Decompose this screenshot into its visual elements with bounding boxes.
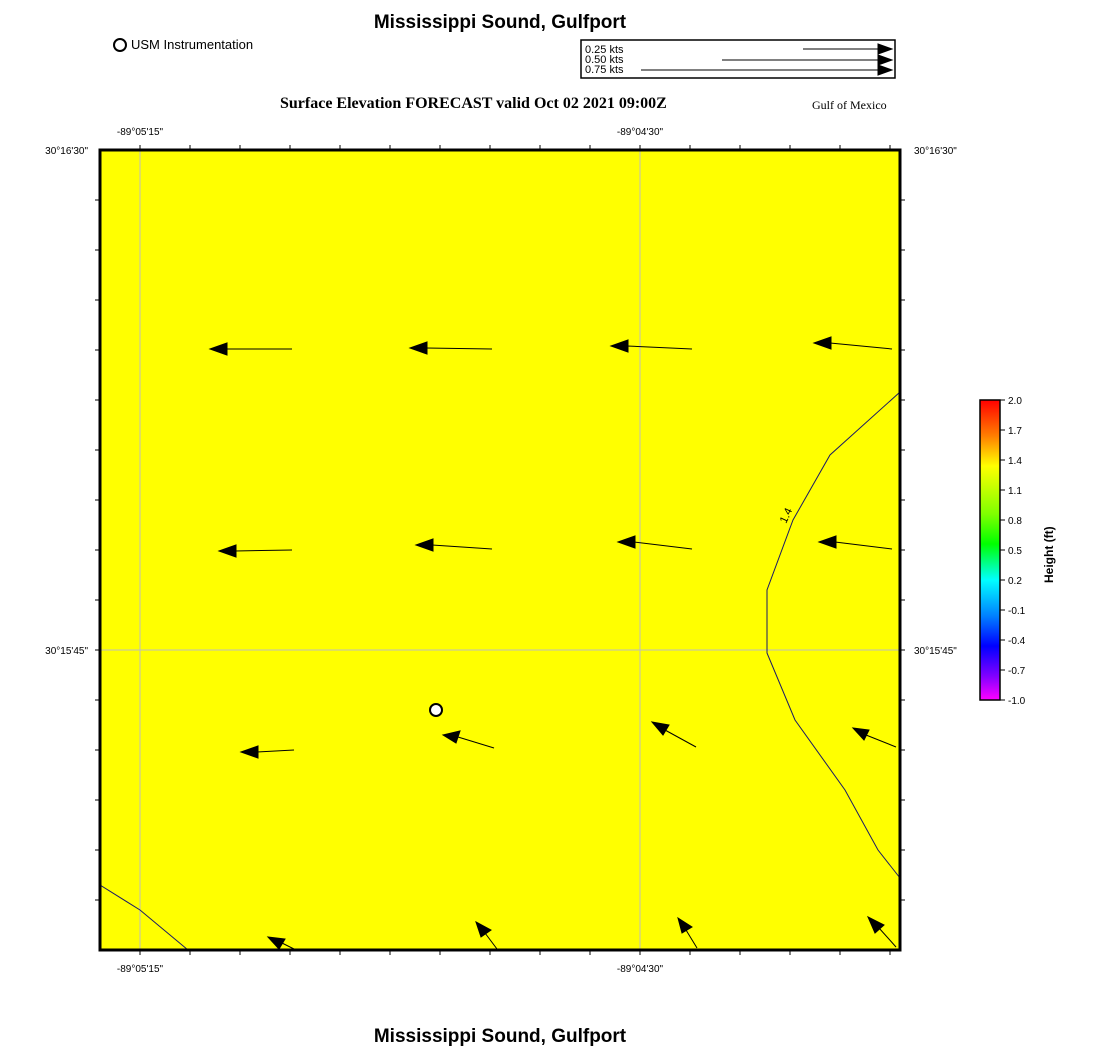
colorbar-gradient (980, 400, 1000, 700)
colorbar (975, 395, 1045, 707)
station-marker-icon (430, 704, 442, 716)
colorbar-tick-11: -1.0 (1008, 696, 1026, 707)
colorbar-tick-3: 1.4 (1008, 456, 1022, 467)
region-label: Gulf of Mexico (812, 98, 887, 112)
lat-label-left-1: 30°16'30" (45, 146, 88, 157)
vector-scale-label-1: 0.25 kts (585, 44, 624, 56)
colorbar-tick-6: 0.5 (1008, 546, 1022, 557)
colorbar-tick-10: -0.7 (1008, 666, 1026, 677)
colorbar-title: Height (ft) (1042, 526, 1056, 583)
colorbar-tick-1: 2.0 (1008, 396, 1022, 407)
lon-label-top-2: -89°04'30" (616, 127, 664, 138)
vector-scale-label-3: 0.75 kts (585, 64, 624, 76)
colorbar-tick-8: -0.1 (1008, 606, 1026, 617)
lat-label-right-2: 30°15'45" (914, 646, 957, 657)
map-title: Mississippi Sound, Gulfport (373, 12, 627, 33)
footer-title: Mississippi Sound, Gulfport (373, 1026, 627, 1047)
lat-label-left-2: 30°15'45" (45, 646, 88, 657)
colorbar-tick-4: 1.1 (1008, 486, 1022, 497)
colorbar-tick-9: -0.4 (1008, 636, 1026, 647)
lon-label-bottom-1: -89°05'15" (116, 964, 164, 975)
station-legend-label: USM Instrumentation (131, 37, 254, 52)
colorbar-tick-7: 0.2 (1008, 576, 1022, 587)
lon-label-top-1: -89°05'15" (116, 127, 164, 138)
contour-label: 1.4 (777, 506, 796, 526)
forecast-title: Surface Elevation FORECAST valid Oct 02 2021 09:00Z (280, 95, 667, 112)
lat-label-right-1: 30°16'30" (914, 146, 957, 157)
vector-scale-label-2: 0.50 kts (585, 54, 624, 66)
elevation-fill (100, 150, 900, 950)
lon-label-bottom-2: -89°04'30" (616, 964, 664, 975)
colorbar-tick-5: 0.8 (1008, 516, 1022, 527)
colorbar-tick-2: 1.7 (1008, 426, 1022, 437)
